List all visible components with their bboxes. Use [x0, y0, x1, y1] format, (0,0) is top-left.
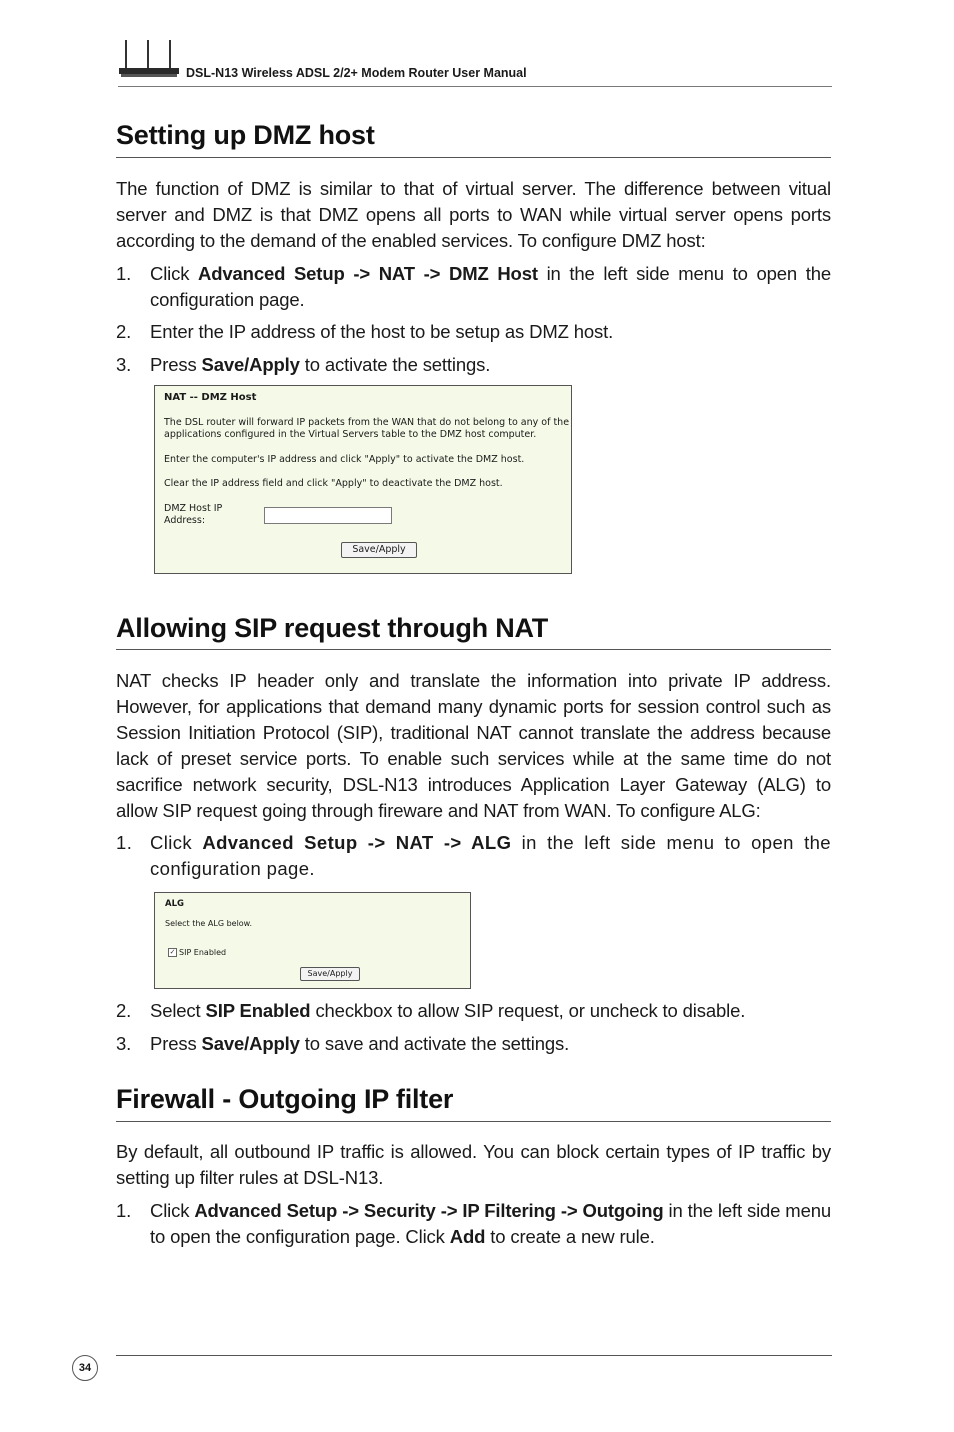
section-divider	[116, 157, 831, 158]
dmz-host-screenshot	[154, 385, 572, 574]
sip-enabled-checkbox[interactable]: ✓	[169, 948, 176, 956]
alg-screenshot	[154, 892, 471, 989]
dmz-ip-label: Address:	[164, 515, 206, 526]
dmz-step-1: 1. Click Advanced Setup -> NAT -> DMZ Host in the left side menu to open the configuration page.	[116, 263, 831, 310]
save-apply-button[interactable]: Save/Apply	[341, 542, 417, 558]
panel-text: The DSL router will forward IP packets from the WAN that do not belong to any of the	[164, 417, 570, 428]
sip-step-1: 1. Click Advanced Setup -> NAT -> ALG in the left side menu to open the configuration page.	[116, 832, 831, 879]
router-logo-icon	[118, 38, 180, 82]
panel-text: Enter the computer's IP address and click "Apply" to activate the DMZ host.	[164, 454, 525, 465]
header-divider	[118, 86, 832, 87]
page-number: 34	[72, 1355, 98, 1381]
dmz-step-3: 3. Press Save/Apply to activate the settings.	[116, 354, 491, 375]
sip-intro-paragraph: NAT checks IP header only and translate the information into private IP address. However, for applications that demand many dynamic ports for session control such as Session Initiation Protocol (SIP), traditional NAT cannot translate the address because lack of preset service ports. To enable such services while at the same time do not sacrifice network security, DSL-N13 introduces Application Layer Gateway (ALG) to allow SIP request going through fireware and NAT from WAN. To configure ALG:	[116, 670, 831, 821]
section-heading-dmz: Setting up DMZ host	[116, 120, 375, 150]
section-divider	[116, 649, 831, 650]
section-divider	[116, 1121, 831, 1122]
sip-step-3: 3. Press Save/Apply to save and activate the settings.	[116, 1033, 570, 1054]
panel-text: Clear the IP address field and click "Apply" to deactivate the DMZ host.	[164, 478, 503, 489]
section-heading-sip: Allowing SIP request through NAT	[116, 613, 549, 643]
firewall-intro-paragraph: By default, all outbound IP traffic is allowed. You can block certain types of IP traffic by setting up filter rules at DSL-N13.	[116, 1141, 831, 1188]
sip-step-2: 2. Select SIP Enabled checkbox to allow SIP request, or uncheck to disable.	[116, 1000, 746, 1021]
save-apply-button[interactable]: Save/Apply	[300, 967, 360, 981]
dmz-step-2: 2. Enter the IP address of the host to be setup as DMZ host.	[116, 321, 614, 342]
dmz-intro-paragraph: The function of DMZ is similar to that of virtual server. The difference between vitual server and DMZ is that DMZ opens all ports to WAN while virtual server opens ports according to the demand of the enabled services. To configure DMZ host:	[116, 178, 831, 251]
firewall-step-1: 1. Click Advanced Setup -> Security -> IP Filtering -> Outgoing in the left side menu to open the configuration page. Click Add to create a new rule.	[116, 1200, 831, 1247]
panel-title: NAT -- DMZ Host	[164, 392, 257, 403]
section-heading-firewall: Firewall - Outgoing IP filter	[116, 1084, 454, 1114]
sip-enabled-label: SIP Enabled	[179, 948, 227, 957]
panel-title: ALG	[165, 899, 184, 909]
panel-text: applications configured in the Virtual Servers table to the DMZ host computer.	[164, 429, 537, 440]
footer-divider	[116, 1355, 832, 1356]
dmz-ip-label: DMZ Host IP	[164, 503, 223, 514]
dmz-ip-input[interactable]	[264, 507, 392, 524]
panel-text: Select the ALG below.	[165, 919, 253, 928]
manual-title: DSL-N13 Wireless ADSL 2/2+ Modem Router User Manual	[186, 66, 527, 80]
